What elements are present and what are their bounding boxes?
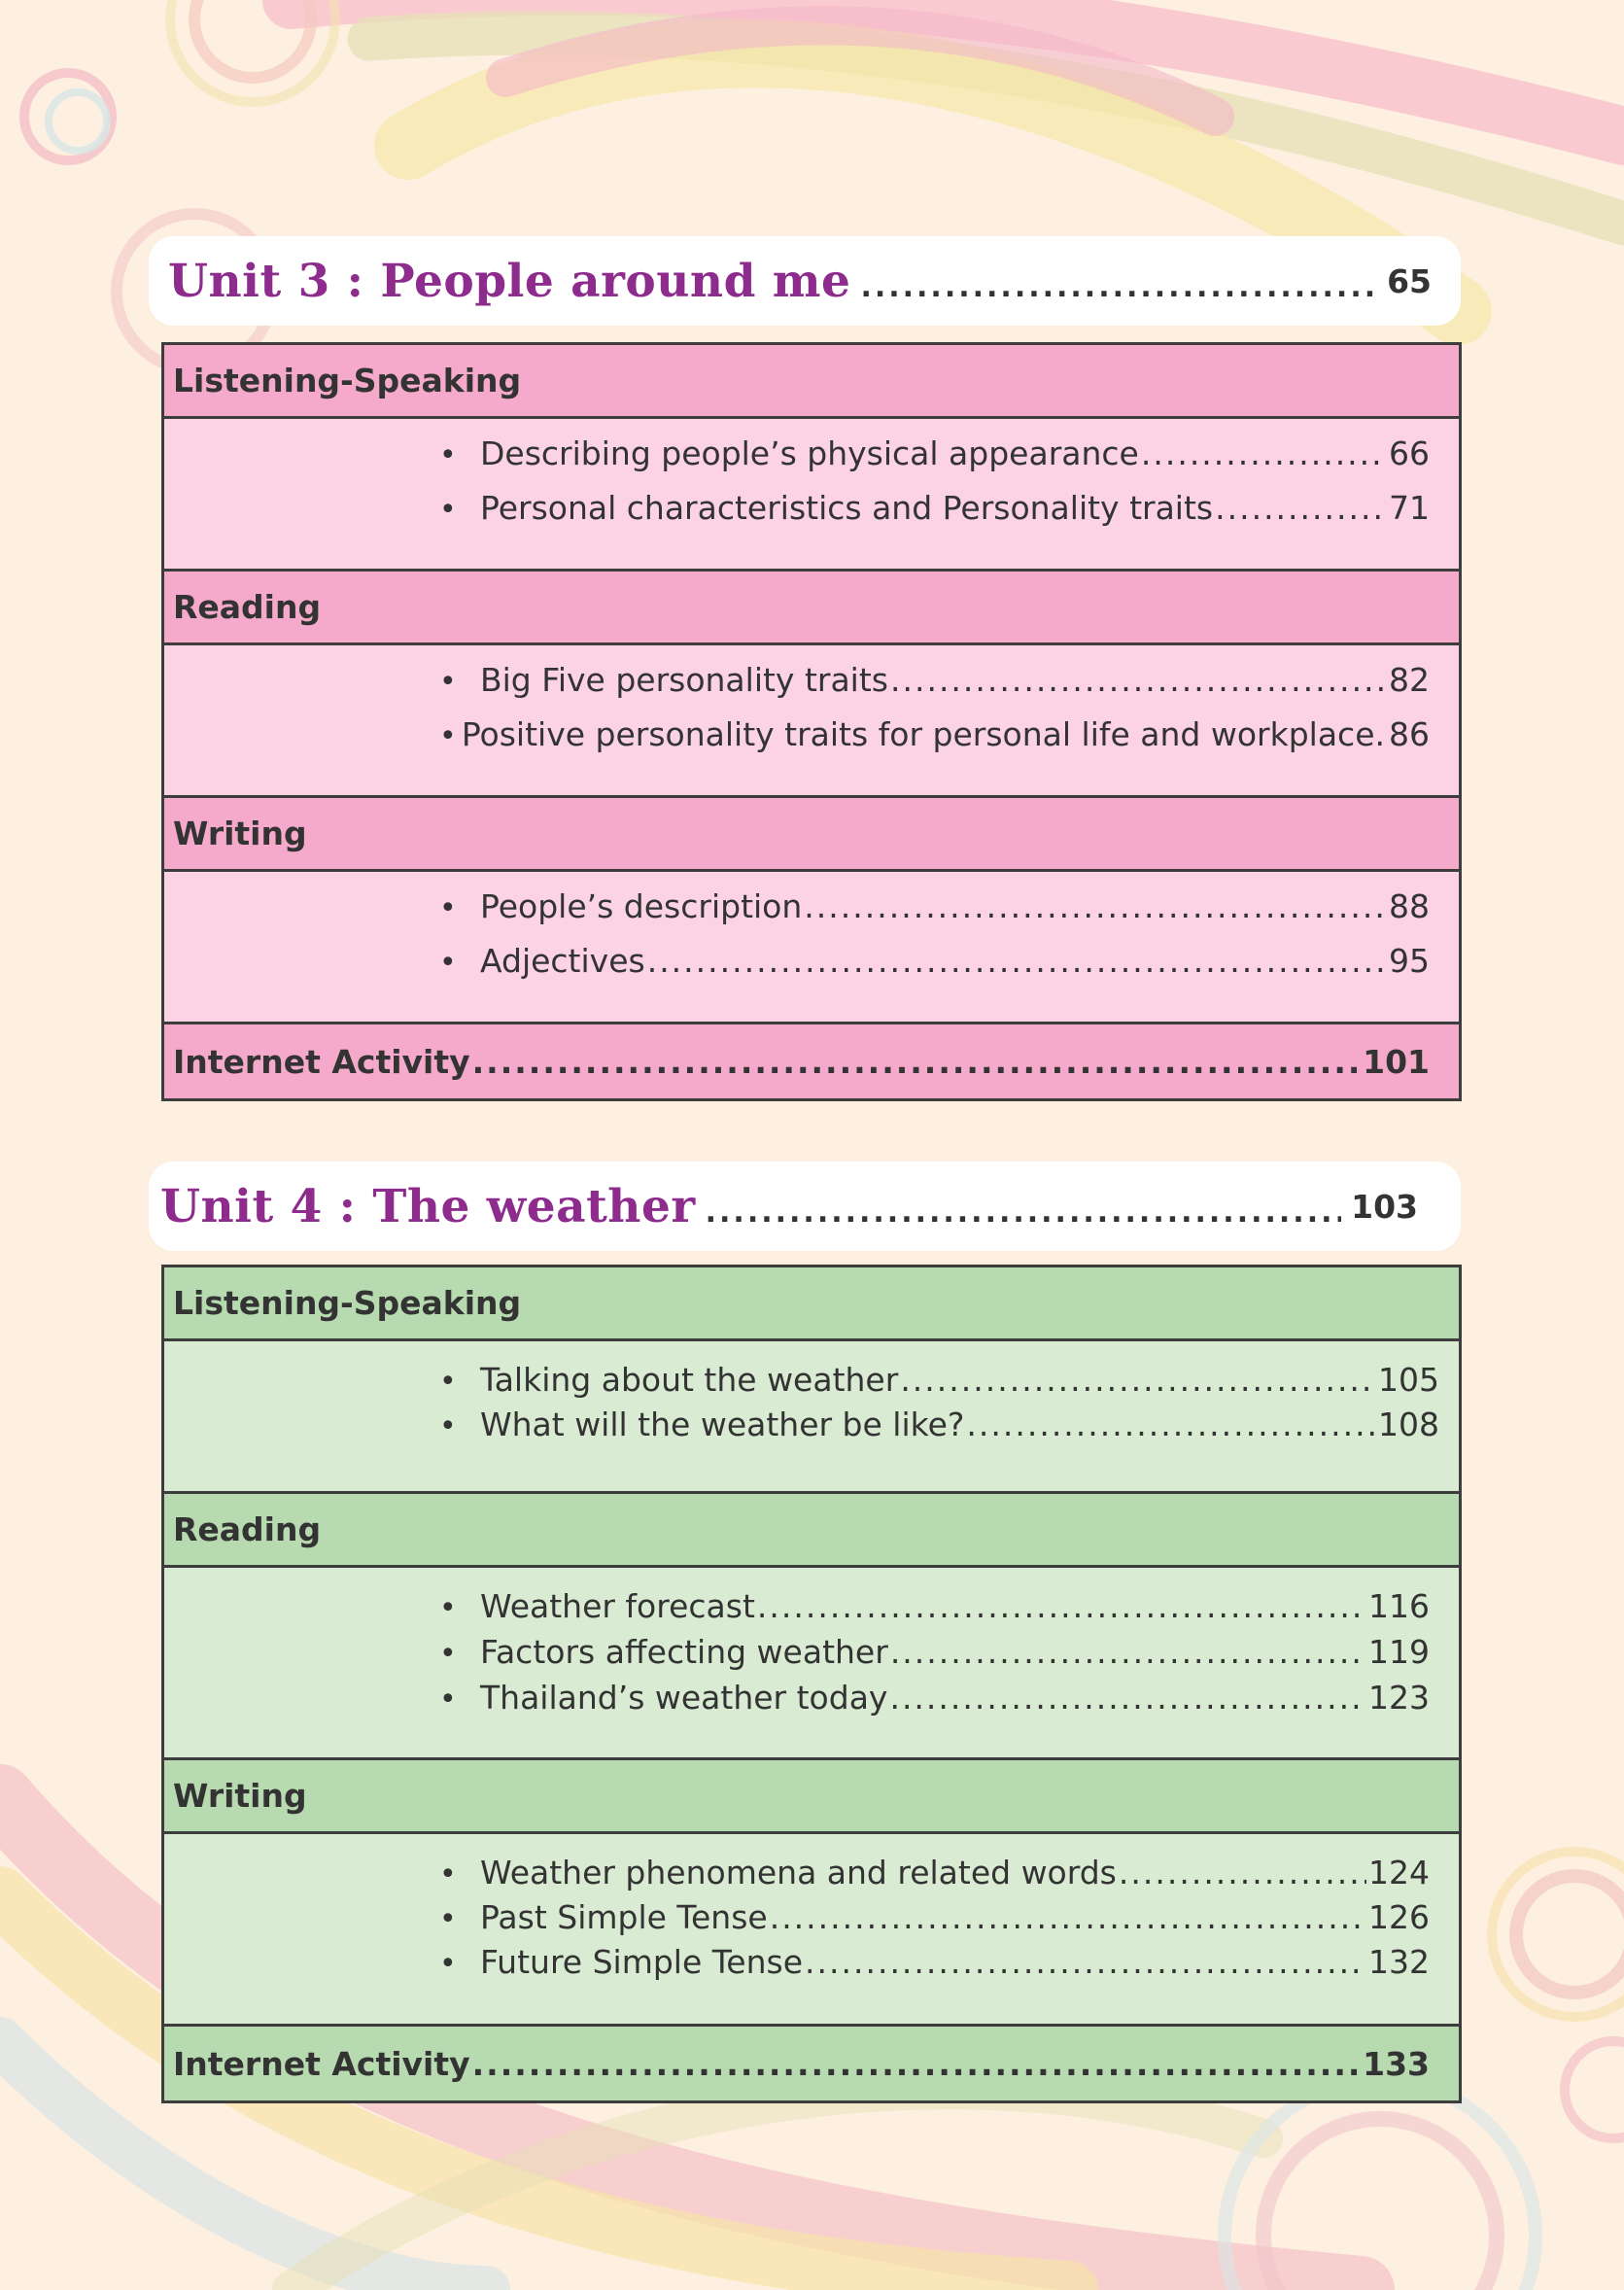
entry-page: 95 <box>1389 942 1430 980</box>
entry-label: Positive personality traits for personal life and workplace. <box>461 715 1385 753</box>
entry-page: 71 <box>1389 489 1430 527</box>
entry-page: 105 <box>1378 1361 1439 1399</box>
entry-label: Adjectives <box>480 942 645 980</box>
leader-dots <box>1141 434 1387 472</box>
section-items <box>164 1341 1459 1494</box>
entry-label: Thailand’s weather today <box>480 1679 888 1717</box>
toc-entry[interactable] <box>439 1405 1439 1450</box>
section-items <box>164 645 1459 798</box>
toc-entry[interactable] <box>439 1898 1430 1943</box>
entry-page: 101 <box>1363 1042 1430 1081</box>
entry-label: Internet Activity <box>173 2044 470 2083</box>
bullet-icon: • <box>439 438 457 472</box>
entry-page: 123 <box>1368 1679 1430 1717</box>
leader-dots <box>1215 489 1387 527</box>
leader-dots <box>805 1943 1366 1981</box>
entry-label: Big Five personality traits <box>480 661 888 699</box>
entry-label: What will the weather be like? <box>480 1405 965 1443</box>
entry-page: 116 <box>1368 1587 1430 1625</box>
entry-page: 124 <box>1368 1854 1430 1891</box>
toc-entry[interactable] <box>439 661 1430 715</box>
unit-page-number: 103 <box>1351 1187 1418 1226</box>
entry-label: Talking about the weather <box>480 1361 899 1399</box>
entry-page: 88 <box>1389 887 1430 925</box>
bullet-icon: • <box>439 1683 457 1717</box>
leader-dots <box>889 1679 1366 1717</box>
unit-4-toc-table <box>161 1265 1462 2103</box>
leader-dots <box>757 1587 1366 1625</box>
section-header: Reading <box>164 1494 1459 1568</box>
toc-entry[interactable] <box>439 887 1430 942</box>
entry-label: Describing people’s physical appearance <box>480 434 1139 472</box>
toc-entry[interactable] <box>439 1633 1430 1679</box>
internet-activity-row[interactable] <box>164 2027 1459 2100</box>
entry-label: Internet Activity <box>173 1042 470 1081</box>
unit-4-title-bar <box>149 1162 1461 1251</box>
leader-dots <box>860 270 1377 304</box>
bullet-icon: • <box>439 1947 457 1981</box>
bullet-icon: • <box>439 1365 457 1399</box>
toc-entry[interactable] <box>439 715 1430 770</box>
internet-activity-row[interactable] <box>164 1024 1459 1098</box>
section-header: Writing <box>164 1760 1459 1834</box>
toc-entry[interactable] <box>439 1854 1430 1898</box>
entry-page: 126 <box>1368 1898 1430 1936</box>
unit-title: Unit 3 : People around me <box>168 254 851 308</box>
entry-label: Past Simple Tense <box>480 1898 768 1936</box>
section-items <box>164 872 1459 1024</box>
leader-dots <box>890 1633 1366 1671</box>
toc-entry[interactable] <box>439 489 1430 543</box>
entry-page: 86 <box>1389 715 1430 753</box>
bullet-icon: • <box>439 1857 457 1891</box>
bullet-icon: • <box>439 1409 457 1443</box>
unit-title: Unit 4 : The weather <box>160 1179 696 1233</box>
toc-entry[interactable] <box>439 1943 1430 1988</box>
leader-dots <box>900 1361 1376 1399</box>
entry-label: Weather forecast <box>480 1587 755 1625</box>
entry-label: People’s description <box>480 887 803 925</box>
toc-entry[interactable] <box>439 1361 1439 1405</box>
bullet-icon: • <box>439 665 457 699</box>
bullet-icon: • <box>439 719 457 753</box>
entry-label: Factors affecting weather <box>480 1633 888 1671</box>
leader-dots <box>472 1043 1361 1081</box>
section-items <box>164 1568 1459 1760</box>
section-header: Listening-Speaking <box>164 1267 1459 1341</box>
leader-dots <box>472 2045 1361 2083</box>
entry-label: Personal characteristics and Personality traits <box>480 489 1214 527</box>
section-items <box>164 1834 1459 2027</box>
leader-dots <box>890 661 1387 699</box>
bullet-icon: • <box>439 891 457 925</box>
leader-dots <box>647 942 1387 980</box>
section-items <box>164 419 1459 572</box>
leader-dots <box>770 1898 1366 1936</box>
leader-dots <box>1119 1854 1366 1891</box>
bullet-icon: • <box>439 1637 457 1671</box>
entry-page: 132 <box>1368 1943 1430 1981</box>
unit-3-toc-table <box>161 342 1462 1101</box>
leader-dots <box>804 887 1387 925</box>
entry-label: Future Simple Tense <box>480 1943 804 1981</box>
bullet-icon: • <box>439 946 457 980</box>
entry-page: 66 <box>1389 434 1430 472</box>
section-header: Listening-Speaking <box>164 345 1459 419</box>
entry-label: Weather phenomena and related words <box>480 1854 1117 1891</box>
toc-entry[interactable] <box>439 434 1430 489</box>
section-header: Writing <box>164 798 1459 872</box>
unit-3-title-bar <box>149 236 1461 326</box>
toc-entry[interactable] <box>439 1679 1430 1724</box>
toc-entry[interactable] <box>439 1587 1430 1633</box>
leader-dots <box>706 1196 1341 1230</box>
bullet-icon: • <box>439 1591 457 1625</box>
unit-page-number: 65 <box>1387 261 1432 300</box>
toc-entry[interactable] <box>439 942 1430 996</box>
section-header: Reading <box>164 572 1459 645</box>
leader-dots <box>966 1405 1376 1443</box>
bullet-icon: • <box>439 493 457 527</box>
entry-page: 108 <box>1378 1405 1439 1443</box>
entry-page: 82 <box>1389 661 1430 699</box>
entry-page: 119 <box>1368 1633 1430 1671</box>
entry-page: 133 <box>1363 2044 1430 2083</box>
bullet-icon: • <box>439 1902 457 1936</box>
